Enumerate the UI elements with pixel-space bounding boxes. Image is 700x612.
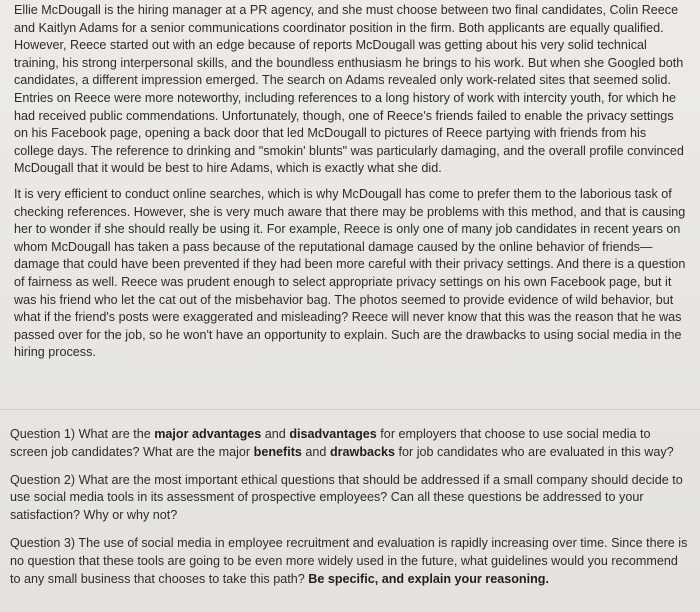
question-3 bbox=[10, 535, 690, 588]
question-1-emphasis-disadvantages: disadvantages bbox=[289, 427, 377, 441]
section-divider bbox=[0, 409, 700, 410]
question-1-emphasis-drawbacks: drawbacks bbox=[329, 444, 396, 459]
question-1-text: for employers that choose to use social media to screen job candidates? What are the major bbox=[10, 427, 651, 459]
question-1-text: and bbox=[301, 444, 330, 459]
case-paragraph-1: Ellie McDougall is the hiring manager at a PR agency, and she must choose between two final candidates, Colin Reece and Kaitlyn Adams for a senior communications coordinator position in the firm. Both applicants are equally qualified. However, Reece started out with an edge because of reports McDougall was getting about his very solid technical training, his strong interpersonal skills, and the boundless enthusiasm he brings to his work. But when she Googled both candidates, a different impression emerged. The search on Adams revealed only work-related sites that seemed solid. Entries on Reece were more noteworthy, including references to a long history of work with intercity youth, for which he had received public commendations. Unfortunately, though, one of Reece's friends failed to enable the privacy settings on his Facebook page, opening a back door that led McDougall to pictures of Reece partying with friends from his college days. The reference to drinking and "smokin' blunts" was particularly damaging, and the overall profile convinced McDougall that it would be best to hire Adams, which is exactly what she did. bbox=[14, 3, 684, 176]
questions-section bbox=[10, 426, 690, 598]
question-1-emphasis-advantages: major advantages bbox=[154, 427, 262, 441]
question-1-text: and bbox=[261, 427, 290, 441]
question-1-text: Question 1) What are the bbox=[10, 427, 155, 441]
question-1-text: for job candidates who are evaluated in this way? bbox=[395, 444, 674, 459]
question-1 bbox=[10, 426, 690, 462]
question-3-text: Question 3) The use of social media in employee recruitment and evaluation is rapidly increasing over time. Since there is no question that these tools are going to be even more widely used in the future, what guidelines would you recommend to any small business that chooses to take this path? bbox=[10, 535, 688, 586]
question-1-emphasis-benefits: benefits bbox=[253, 444, 302, 459]
case-paragraph-2: It is very efficient to conduct online searches, which is why McDougall has come to prefer them to the laborious task of checking references. However, she is very much aware that there may be problems with this method, and that is causing her to wonder if she should really be using it. For example, Reece is only one of many job candidates in recent years on whom McDougall has taken a pass because of the reputational damage caused by the online behavior of friends—damage that could have been prevented if they had been more careful with their privacy settings. And there is a question of fairness as well. Reece was prudent enough to select appropriate privacy settings on his own Facebook page, but it was his friend who let the cat out of the misbehavior bag. The photos seemed to provide evidence of wild behavior, but what if the friend's posts were exaggerated and misleading? Reece will never know that this was the reason that he was passed over for the job, so he won't have an opportunity to explain. Such are the drawbacks to using social media in the hiring process. bbox=[14, 186, 686, 360]
question-3-emphasis: Be specific, and explain your reasoning. bbox=[308, 571, 549, 586]
question-2: Question 2) What are the most important ethical questions that should be addressed if a small company should decide to use social media tools in its assessment of prospective employees? Can all these questions be addressed to your satisfaction? Why or why not? bbox=[10, 472, 683, 523]
